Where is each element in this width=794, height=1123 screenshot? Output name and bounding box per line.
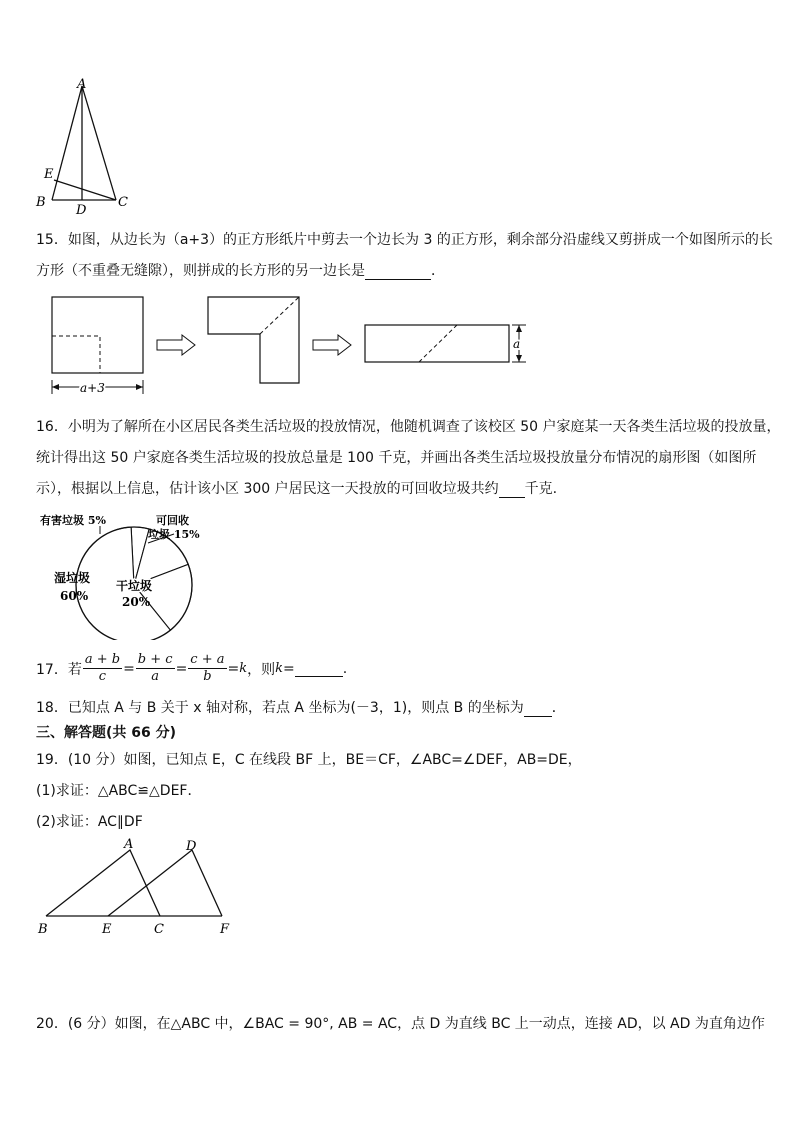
triangle-figure-14 bbox=[30, 76, 140, 216]
q17-answer-blank bbox=[295, 660, 343, 677]
q17-end: . bbox=[342, 660, 348, 677]
dimension-label-a: a bbox=[513, 337, 521, 351]
label-recyclable-line1: 可回收 bbox=[156, 514, 189, 527]
fraction-2 bbox=[136, 652, 175, 685]
point-label-f: F bbox=[220, 922, 230, 937]
fraction-3-numerator: c + a bbox=[190, 652, 225, 667]
q15-line2-text: 方形（不重叠无缝隙），则拼成的长方形的另一边长是 bbox=[36, 263, 365, 279]
fraction-2-denominator: a bbox=[151, 669, 160, 684]
label-wet-line1: 湿垃圾 bbox=[54, 571, 91, 585]
variable-k: k bbox=[239, 661, 248, 676]
q18-answer-blank bbox=[524, 700, 552, 717]
q16-line2: 统计得出这 50 户家庭各类生活垃圾的投放总量是 100 千克，并画出各类生活垃圾投放量分布情况的扇形图（如图所 bbox=[36, 450, 757, 466]
point-label-d: D bbox=[76, 203, 87, 216]
fraction-3-denominator: b bbox=[203, 669, 212, 684]
q17-mid: ，则 bbox=[247, 661, 276, 678]
label-dry-line2: 20% bbox=[122, 595, 151, 609]
label-recyclable-line2: 垃圾 15% bbox=[148, 528, 200, 541]
q17-prefix: 17．若 bbox=[36, 661, 82, 678]
section-heading: 三、解答题(共 66 分) bbox=[36, 725, 177, 741]
q18-end: ． bbox=[551, 700, 566, 716]
q15-line2 bbox=[36, 260, 445, 280]
equals-1: = bbox=[123, 660, 135, 677]
q16-answer-blank bbox=[499, 481, 525, 498]
q18-line bbox=[36, 697, 566, 717]
equals-2: = bbox=[175, 660, 188, 677]
point-label-e: E bbox=[102, 922, 112, 937]
q18-text: 18．已知点 A 与 B 关于 x 轴对称，若点 A 坐标为(－3，1)，则点 B 的坐标为 bbox=[36, 700, 524, 716]
dimension-label-a-plus-3: a+3 bbox=[80, 381, 105, 395]
point-label-a: A bbox=[77, 77, 87, 92]
point-label-e: E bbox=[44, 167, 54, 182]
q15-line1: 15．如图，从边长为（a+3）的正方形纸片中剪去一个边长为 3 的正方形，剩余部分沿虚线又剪拼成一个如图所示的长 bbox=[36, 232, 773, 248]
q15-line2-end: ． bbox=[431, 263, 445, 279]
fraction-3 bbox=[188, 652, 226, 685]
point-label-c: C bbox=[154, 922, 164, 937]
equals-4: = bbox=[283, 660, 295, 677]
point-label-a: A bbox=[124, 837, 134, 852]
q16-line3-end: 千克. bbox=[524, 481, 558, 497]
q15-answer-blank bbox=[365, 263, 431, 280]
fraction-1 bbox=[83, 652, 122, 685]
q19-part1: (1)求证：△ABC≌△DEF． bbox=[36, 783, 202, 799]
point-label-c: C bbox=[118, 195, 128, 210]
q16-line1: 16．小明为了解所在小区居民各类生活垃圾的投放情况，他随机调查了该校区 50 户家庭某一天各类生活垃圾的投放量， bbox=[36, 419, 781, 435]
fraction-2-numerator: b + c bbox=[137, 652, 173, 667]
label-wet-line2: 60% bbox=[60, 589, 89, 603]
q19-part2: (2)求证：AC∥DF bbox=[36, 814, 143, 830]
fraction-1-denominator: c bbox=[98, 669, 107, 684]
q16-line3 bbox=[36, 478, 557, 498]
variable-k-2: k bbox=[275, 661, 284, 676]
point-label-b: B bbox=[38, 922, 48, 937]
q20-line: 20．(6 分）如图，在△ABC 中，∠BAC = 90°, AB = AC，点 D 为直线 BC 上一动点，连接 AD，以 AD 为直角边作 bbox=[36, 1016, 765, 1032]
pie-chart bbox=[36, 508, 216, 640]
triangles-figure-19 bbox=[34, 836, 244, 940]
equals-3: = bbox=[227, 660, 240, 677]
label-dry-line1: 干垃圾 bbox=[116, 579, 153, 593]
q17-line bbox=[36, 652, 347, 685]
label-hazardous: 有害垃圾 5% bbox=[40, 514, 106, 527]
point-label-b: B bbox=[36, 195, 46, 210]
q16-line3-text: 示），根据以上信息，估计该小区 300 户居民这一天投放的可回收垃圾共约 bbox=[36, 481, 499, 497]
q19-line1: 19．(10 分）如图，已知点 E，C 在线段 BF 上，BE＝CF，∠ABC=∠DEF，AB=DE， bbox=[36, 752, 582, 768]
square-cut-figure-15 bbox=[40, 290, 540, 400]
fraction-1-numerator: a + b bbox=[84, 652, 121, 667]
point-label-d: D bbox=[186, 839, 197, 854]
